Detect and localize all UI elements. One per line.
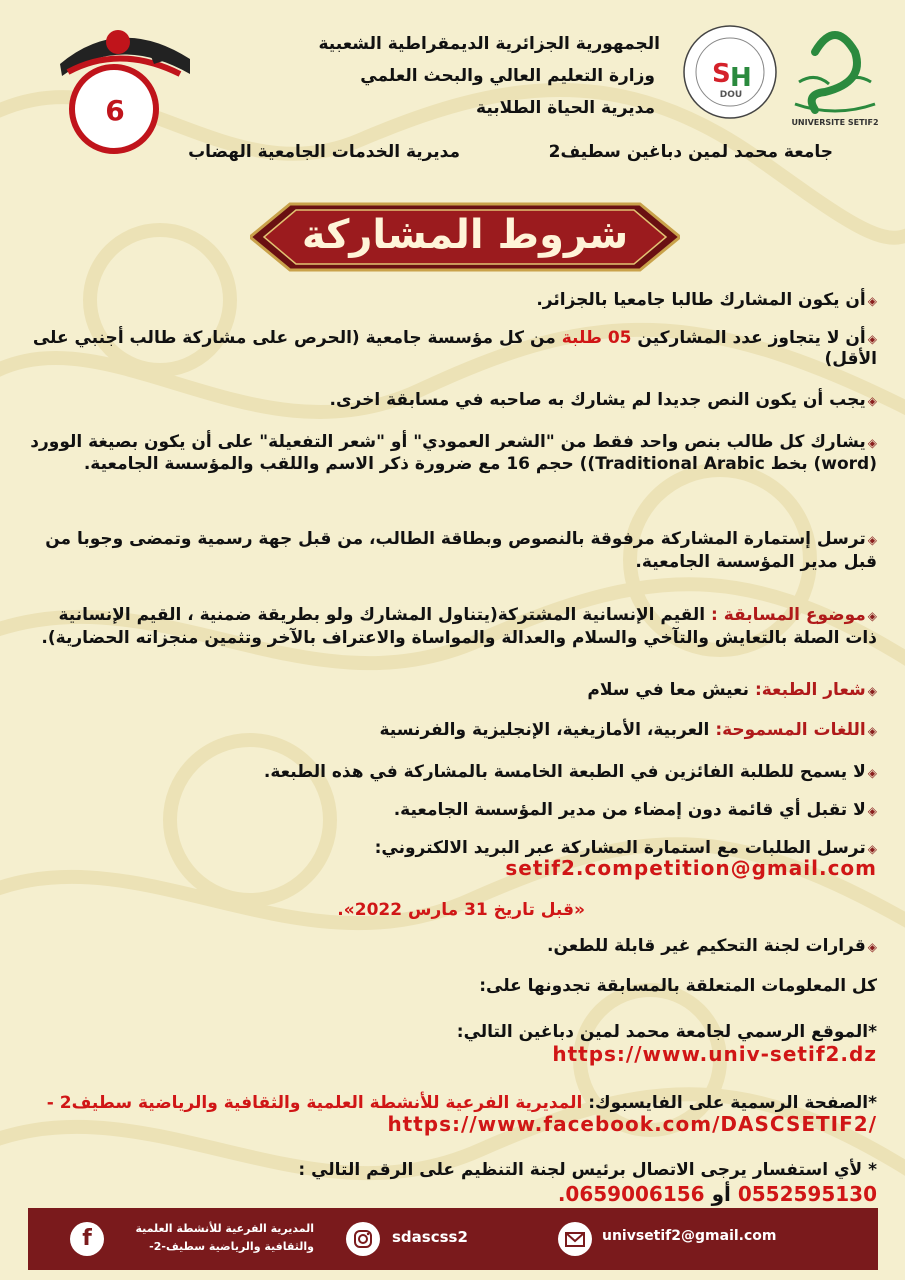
- condition-1: ◈أن يكون المشارك طالبا جامعيا بالجزائر.: [536, 290, 877, 310]
- diamond-bullet-icon: ◈: [867, 394, 877, 408]
- condition-3: ◈يجب أن يكون النص جديدا لم يشارك به صاحبه في مسابقة اخرى.: [329, 390, 877, 410]
- diamond-bullet-icon: ◈: [867, 724, 877, 738]
- condition-6: ◈لا يسمح للطلبة الفائزين في الطبعة الخامسة بالمشاركة في هذه الطبعة.: [263, 762, 877, 782]
- services-directorate: مديرية الخدمات الجامعية الهضاب: [188, 142, 460, 162]
- university-emblem-icon: [785, 22, 885, 118]
- directorate-title: مديرية الحياة الطلابية: [476, 98, 655, 118]
- condition-7: ◈لا تقبل أي قائمة دون إمضاء من مدير المؤسسة الجامعية.: [393, 800, 877, 820]
- diamond-bullet-icon: ◈: [867, 294, 877, 308]
- facebook-icon[interactable]: f: [70, 1222, 104, 1256]
- phone-1[interactable]: 0552595130: [737, 1182, 877, 1206]
- diamond-bullet-icon: ◈: [867, 684, 877, 698]
- university-name: جامعة محمد لمين دباغين سطيف2: [548, 142, 833, 162]
- diamond-bullet-icon: ◈: [867, 533, 877, 547]
- condition-5: ◈ترسل إستمارة المشاركة مرفوقة بالنصوص وبطاقة الطالب، من قبل جهة رسمية وتمضى وجوبا من قبل مدير المؤسسة الجامعية.: [45, 529, 877, 572]
- allowed-languages: ◈اللغات المسموحة: العربية، الأمازيغية، الإنجليزية والفرنسية: [379, 720, 877, 740]
- footer-instagram[interactable]: sdascss2: [392, 1228, 468, 1246]
- edition-number: 6: [105, 94, 125, 127]
- phone-info: * لأي استفسار يرجى الاتصال برئيس لجنة التنظيم على الرقم التالي :: [298, 1160, 877, 1180]
- website-label: *الموقع الرسمي لجامعة محمد لمين دباغين التالي:: [456, 1022, 877, 1042]
- condition-4: ◈يشارك كل طالب بنص واحد فقط من "الشعر العمودي" أو "شعر التفعيلة" على أن يكون بصيغة الوورد (word) بخط Traditional Arabic)) حجم 16 مع ضرورة ذكر الاسم واللقب والمؤسسة الجامعية.: [30, 432, 877, 474]
- instagram-icon[interactable]: [346, 1222, 380, 1256]
- conditions-banner: [250, 198, 680, 276]
- website-link[interactable]: https://www.univ-setif2.dz: [552, 1042, 877, 1066]
- dou-logo: [682, 24, 778, 120]
- edition-logo: [40, 14, 200, 162]
- svg-text:H: H: [730, 63, 752, 93]
- edition-emblem-icon: [40, 14, 200, 162]
- condition-9: ◈قرارات لجنة التحكيم غير قابلة للطعن.: [546, 936, 877, 956]
- participants-limit: 05 طلبة: [561, 328, 632, 348]
- facebook-info: *الصفحة الرسمية على الفايسبوك: المديرية الفرعية للأنشطة العلمية والثقافية والرياضية سطيف2 -: [46, 1093, 877, 1113]
- diamond-bullet-icon: ◈: [867, 609, 877, 623]
- diamond-bullet-icon: ◈: [867, 842, 877, 856]
- republic-title: الجمهورية الجزائرية الديمقراطية الشعبية: [318, 34, 660, 54]
- deadline: «قبل تاريخ 31 مارس 2022».: [337, 900, 585, 920]
- submission-email[interactable]: setif2.competition@gmail.com: [505, 856, 877, 880]
- facebook-link[interactable]: https://www.facebook.com/DASCSETIF2/: [387, 1112, 877, 1136]
- edition-slogan: ◈شعار الطبعة: نعيش معا في سلام: [587, 680, 877, 700]
- phone-numbers: 0552595130 أو 0659006156.: [557, 1182, 877, 1206]
- diamond-bullet-icon: ◈: [867, 804, 877, 818]
- condition-2: ◈أن لا يتجاوز عدد المشاركين 05 طلبة من كل مؤسسة جامعية (الحرص على مشاركة طالب أجنبي على الأقل): [32, 328, 877, 369]
- university-logo: [785, 22, 885, 134]
- dou-emblem-icon: [682, 24, 778, 120]
- diamond-bullet-icon: ◈: [867, 766, 877, 780]
- footer-bar: [28, 1208, 878, 1270]
- footer-email[interactable]: univsetif2@gmail.com: [602, 1228, 777, 1244]
- banner-title: شروط المشاركة: [301, 212, 629, 258]
- diamond-bullet-icon: ◈: [867, 332, 877, 346]
- footer-org-name: المديرية الفرعية للأنشطة العلمية والثقافية والرياضية سطيف-2-: [135, 1222, 314, 1253]
- email-icon[interactable]: [558, 1222, 592, 1256]
- diamond-bullet-icon: ◈: [867, 436, 877, 450]
- svg-text:S: S: [712, 59, 731, 89]
- info-intro: كل المعلومات المتعلقة بالمسابقة تجدونها على:: [479, 976, 877, 996]
- dou-logo-text: DOU: [719, 90, 743, 100]
- phone-2[interactable]: 0659006156.: [557, 1182, 705, 1206]
- diamond-bullet-icon: ◈: [867, 940, 877, 954]
- condition-8: ◈ترسل الطلبات مع استمارة المشاركة عبر البريد الالكتروني:: [374, 838, 877, 858]
- competition-theme: ◈موضوع المسابقة : القيم الإنسانية المشتركة(يتناول المشارك ولو بطريقة ضمنية ، القيم الإنسانية ذات الصلة بالتعايش والتآخي والسلام والعدالة والمواساة والاعتراف بالآخر وتثمين منجزاته الحضارية).: [41, 605, 877, 648]
- university-logo-text: UNIVERSITE SETIF2: [791, 118, 879, 127]
- ministry-title: وزارة التعليم العالي والبحث العلمي: [360, 66, 655, 86]
